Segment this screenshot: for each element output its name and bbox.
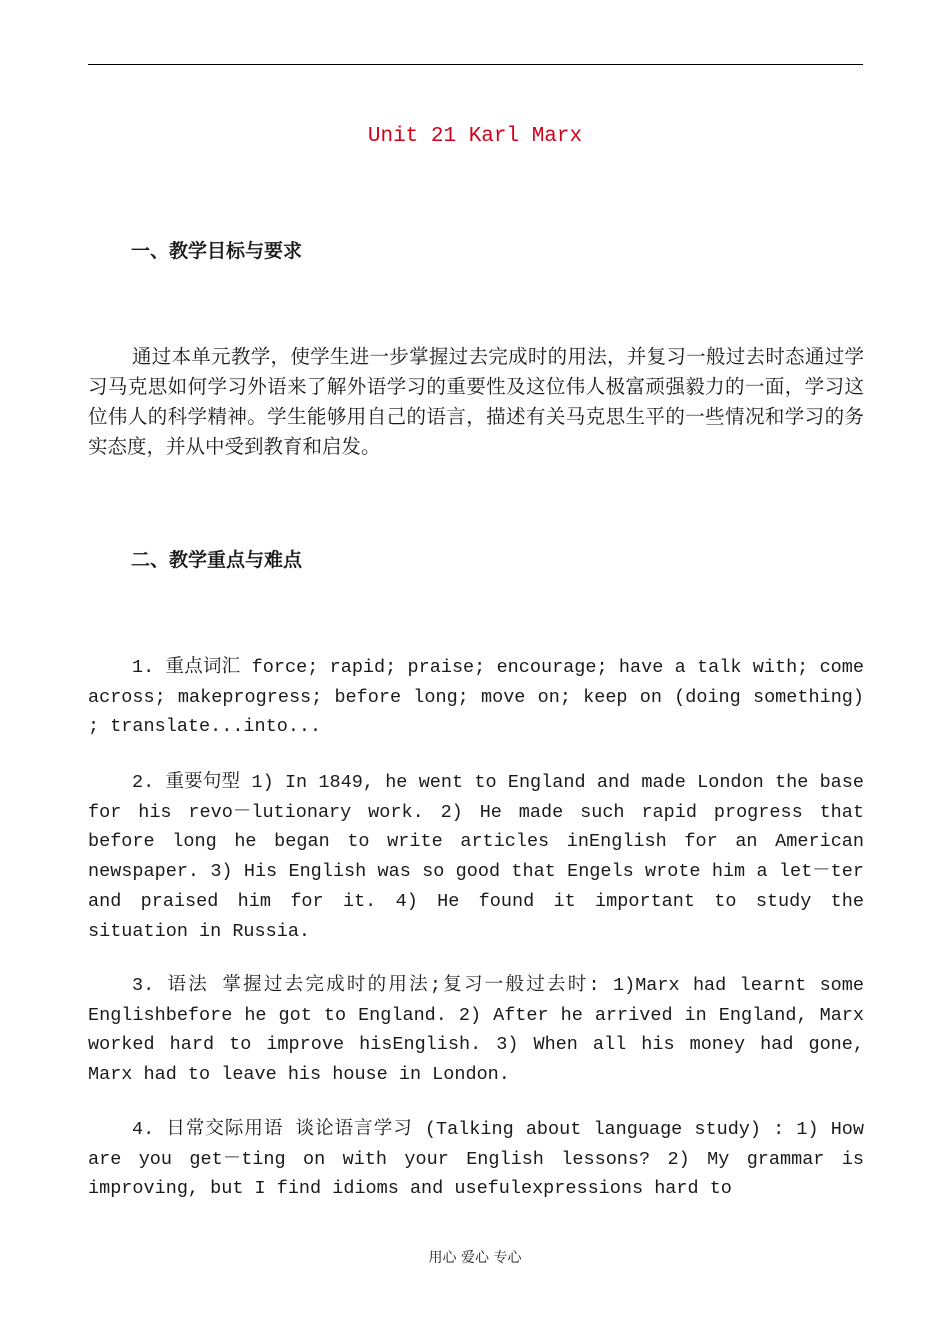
header-rule [88, 64, 863, 65]
grammar-paragraph: 3. 语法 掌握过去完成时的用法;复习一般过去时: 1)Marx had learnt some Englishbefore he got to England. 2) After he arrived in England, Marx worked hard to improve hisEnglish. 3) When all his money had gone, Marx had to leave his house in London. [88, 975, 864, 1086]
section-heading-key-points: 二、教学重点与难点 [131, 549, 303, 571]
page-footer: 用心 爱心 专心 [428, 1250, 522, 1266]
objectives-paragraph: 通过本单元教学，使学生进一步掌握过去完成时的用法，并复习一般过去时态通过学习马克思如何学习外语来了解外语学习的重要性及这位伟人极富顽强毅力的一面，学习这位伟人的科学精神。学生能够用自己的语言，描述有关马克思生平的一些情况和学习的务实态度，并从中受到教育和启发。 [88, 345, 864, 458]
section-heading-objectives: 一、教学目标与要求 [131, 240, 303, 262]
key-vocabulary-paragraph: 1. 重点词汇 force; rapid; praise; encourage; have a talk with; come across; makeprogress; before long; move on; keep on (doing something) ; translate...into... [88, 657, 864, 738]
page-title: Unit 21 Karl Marx [367, 125, 583, 148]
communication-paragraph: 4. 日常交际用语 谈论语言学习 (Talking about language study) : 1) How are you get－ting on with your English lessons? 2) My grammar is improving, but I find idioms and usefulexpressions hard to [88, 1119, 864, 1200]
key-sentences-paragraph: 2. 重要句型 1) In 1849, he went to England and made London the base for his revo－lutionary work. 2) He made such rapid progress that before long he began to write articles inEnglish for an American newspaper. 3) His English was so good that Engels wrote him a let－ter and praised him for it. 4) He found it important to study the situation in Russia. [88, 772, 864, 942]
